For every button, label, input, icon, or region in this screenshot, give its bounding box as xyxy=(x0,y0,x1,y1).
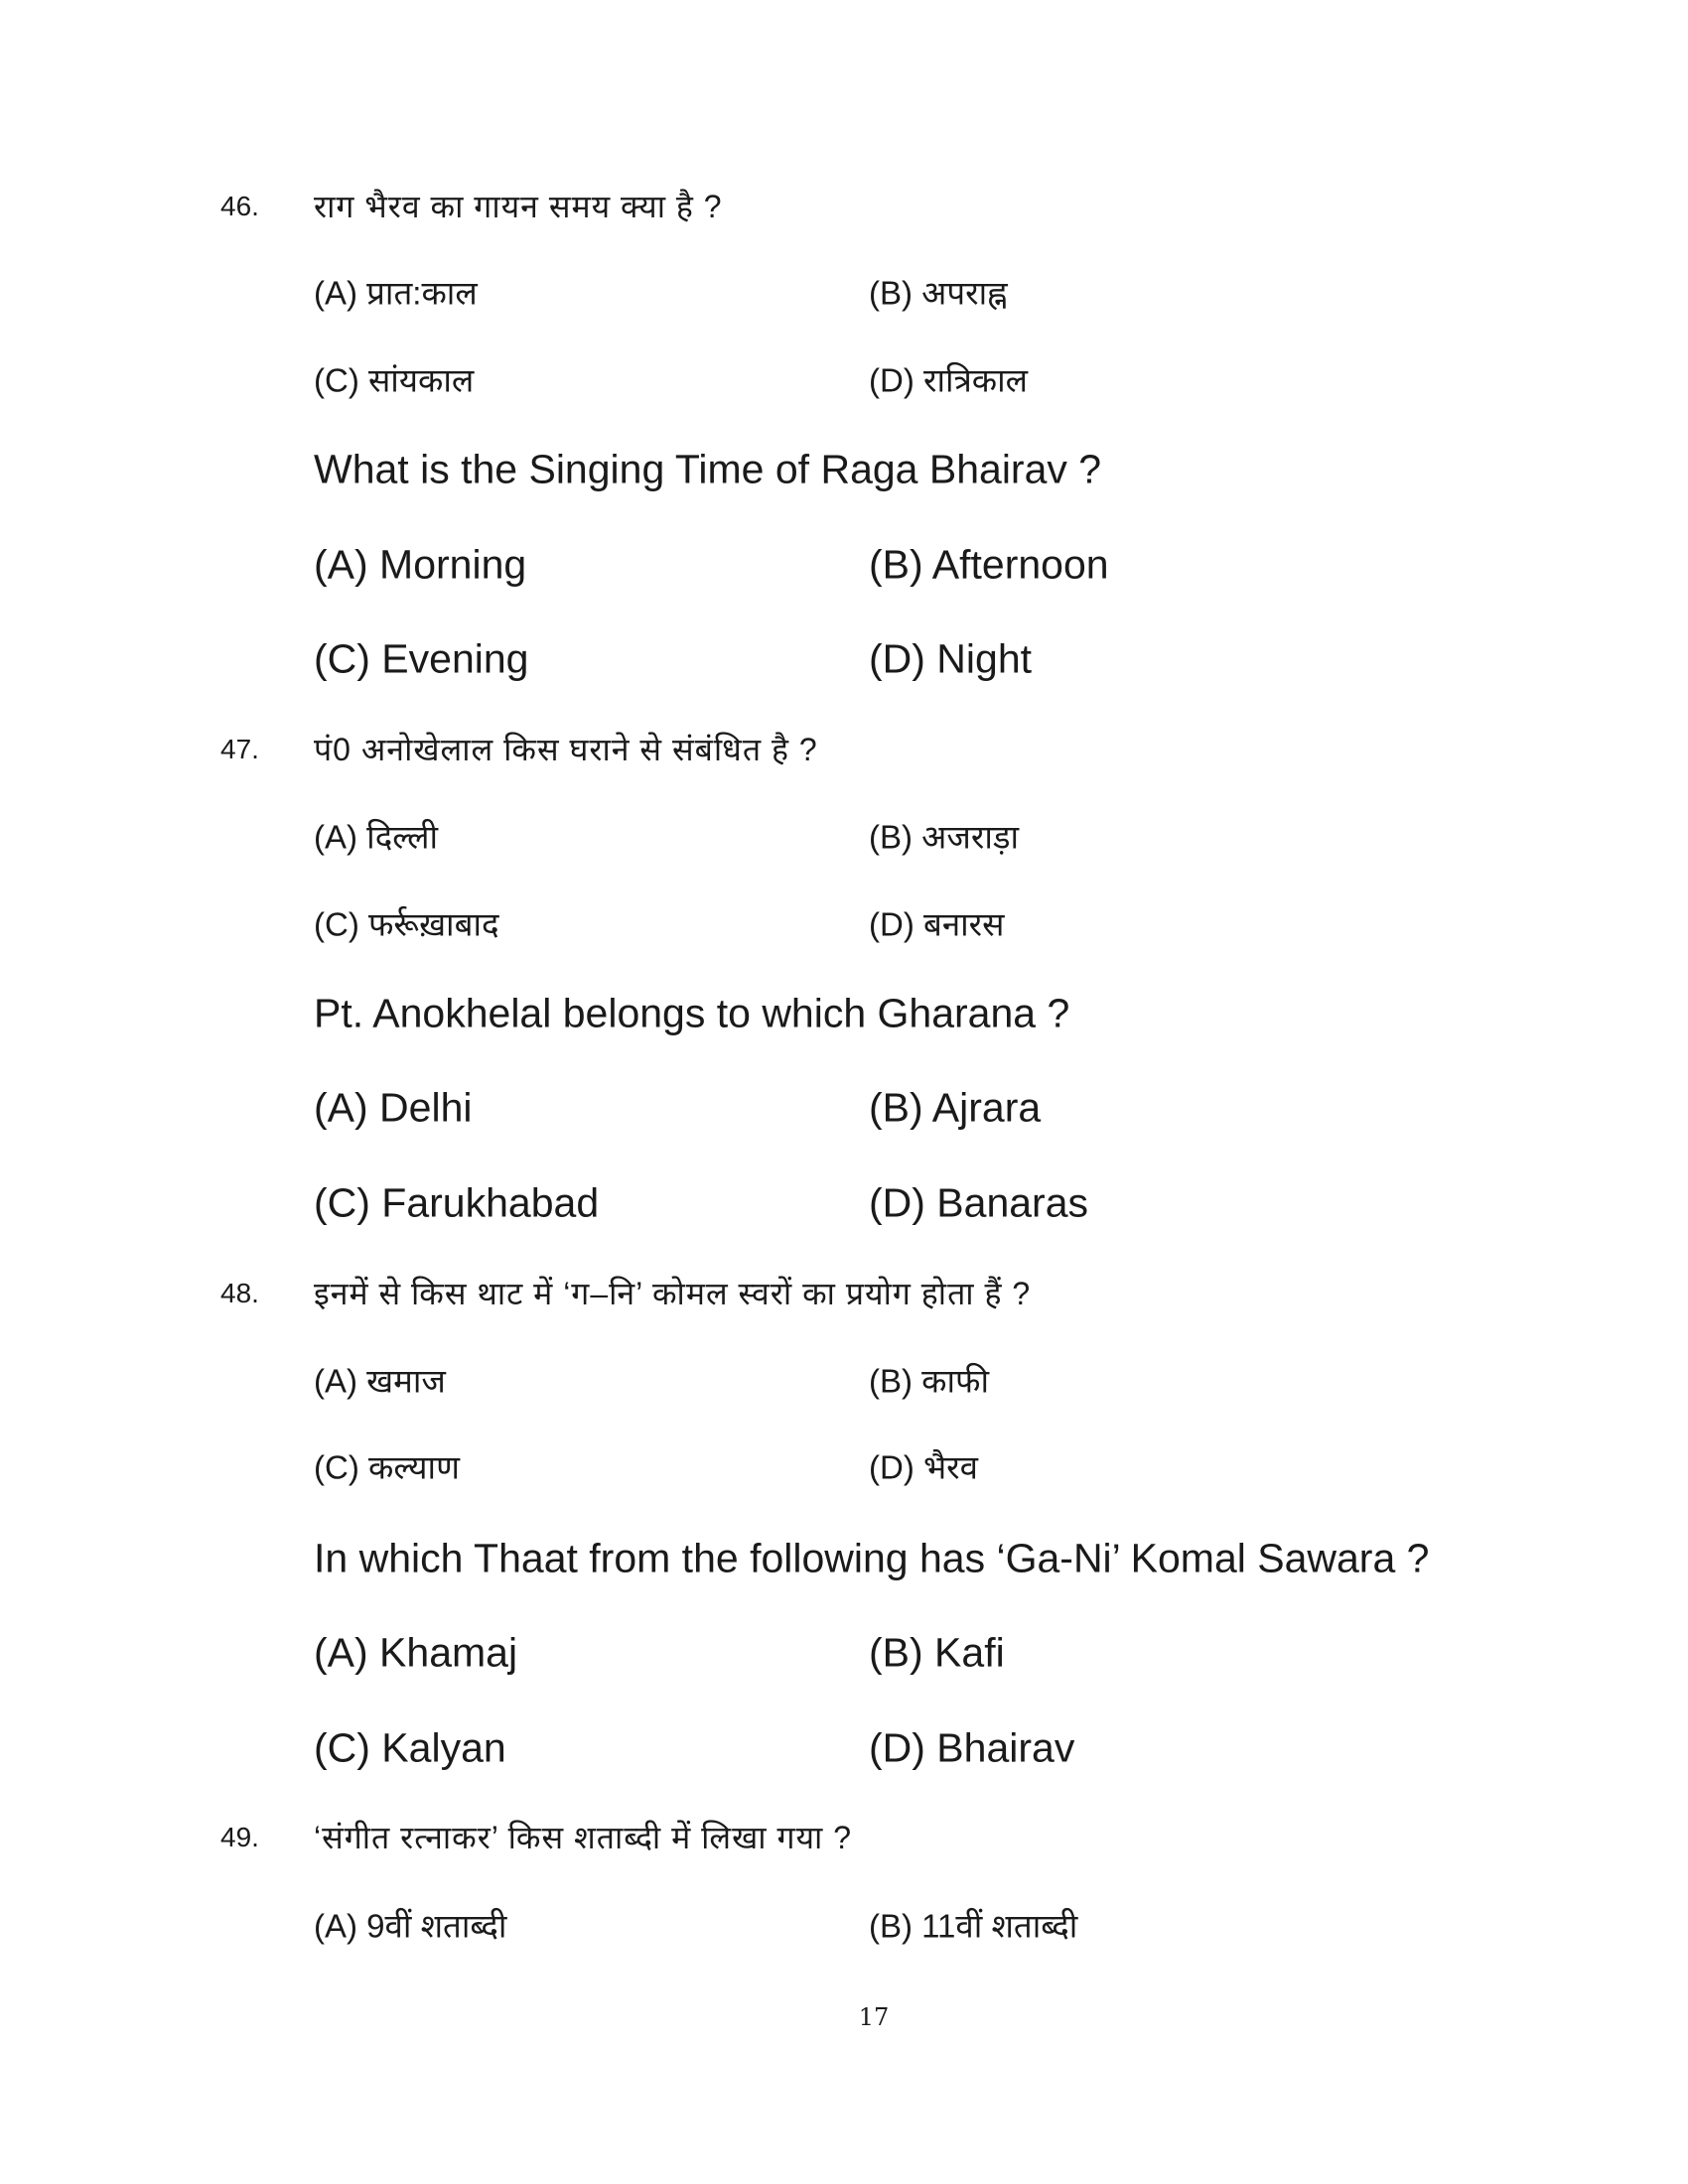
question-number: 48. xyxy=(220,1278,259,1308)
option-hindi: (D) रात्रिकाल xyxy=(869,361,1029,399)
option-hindi: (B) काफी xyxy=(869,1362,990,1400)
option-english: (D) Bhairav xyxy=(869,1724,1075,1771)
option-hindi: (A) खमाज xyxy=(314,1362,446,1400)
option-english: (C) Kalyan xyxy=(314,1724,506,1771)
question-text-hindi: इनमें से किस थाट में ‘ग–नि’ कोमल स्वरों का प्रयोग होता हैं ? xyxy=(314,1276,1032,1311)
question-number: 47. xyxy=(220,734,259,764)
option-hindi: (A) 9वीं शताब्दी xyxy=(314,1907,507,1945)
option-english: (D) Banaras xyxy=(869,1179,1089,1226)
option-english: (B) Kafi xyxy=(869,1629,1005,1676)
question-text-english: Pt. Anokhelal belongs to which Gharana ? xyxy=(314,990,1070,1036)
question-number: 49. xyxy=(220,1822,259,1852)
option-english: (B) Ajrara xyxy=(869,1084,1042,1131)
option-hindi: (A) प्रात:काल xyxy=(314,274,478,312)
question-text-english: What is the Singing Time of Raga Bhairav ? xyxy=(314,446,1102,492)
question-number: 46. xyxy=(220,191,259,221)
option-hindi: (C) कल्याण xyxy=(314,1448,460,1486)
question-text-english: In which Thaat from the following has ‘Ga-Ni’ Komal Sawara ? xyxy=(314,1535,1430,1581)
option-english: (C) Evening xyxy=(314,635,529,682)
option-english: (A) Delhi xyxy=(314,1084,473,1131)
option-english: (D) Night xyxy=(869,635,1033,682)
page-number: 17 xyxy=(858,2003,890,2031)
option-hindi: (C) सांयकाल xyxy=(314,361,475,399)
option-hindi: (B) अपराह्न xyxy=(869,274,1008,312)
option-english: (A) Khamaj xyxy=(314,1629,518,1676)
option-hindi: (B) अजराड़ा xyxy=(869,818,1020,856)
option-english: (A) Morning xyxy=(314,541,527,588)
question-text-hindi: राग भैरव का गायन समय क्या है ? xyxy=(314,189,723,224)
option-english: (C) Farukhabad xyxy=(314,1179,600,1226)
question-text-hindi: ‘संगीत रत्नाकर’ किस शताब्दी में लिखा गया ? xyxy=(314,1820,853,1855)
option-hindi: (B) 11वीं शताब्दी xyxy=(869,1907,1078,1945)
question-text-hindi: पं0 अनोखेलाल किस घराने से संबंधित है ? xyxy=(314,732,818,767)
option-english: (B) Afternoon xyxy=(869,541,1109,588)
option-hindi: (D) भैरव xyxy=(869,1448,979,1486)
option-hindi: (C) फर्रूख़ाबाद xyxy=(314,905,499,943)
option-hindi: (D) बनारस xyxy=(869,905,1005,943)
option-hindi: (A) दिल्ली xyxy=(314,818,439,856)
